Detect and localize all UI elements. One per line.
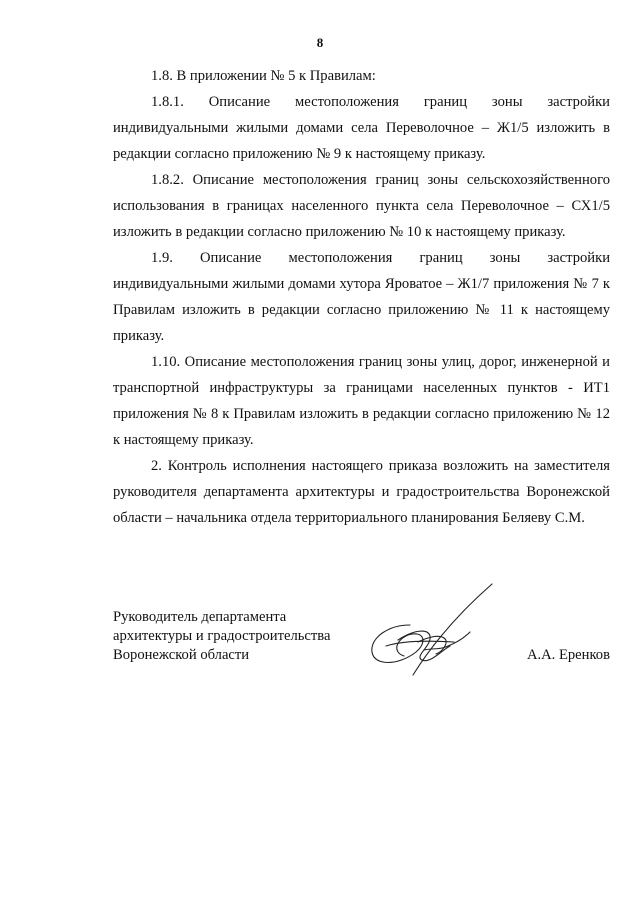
paragraph-1-9: 1.9. Описание местоположения границ зоны застройки индивидуальными жилыми домами хутора Яроватое – Ж1/7 приложения № 7 к Правилам изложить в редакции согласно приложению № 11 к настоящему приказу. <box>113 250 610 344</box>
paragraph-1-8-1: 1.8.1. Описание местоположения границ зоны застройки индивидуальными жилыми домами села Переволочное – Ж1/5 изложить в редакции согласно приложению № 9 к настоящему приказу. <box>113 94 610 162</box>
signer-position <box>113 608 330 665</box>
handwritten-signature <box>358 580 508 680</box>
signature-block <box>113 608 610 688</box>
paragraph-1-10: 1.10. Описание местоположения границ зоны улиц, дорог, инженерной и транспортной инфраструктуры за границами населенных пунктов - ИТ1 приложения № 8 к Правилам изложить в редакции согласно приложению № 12 к настоящему приказу. <box>113 354 610 448</box>
paragraph-1-8-2: 1.8.2. Описание местоположения границ зоны сельскохозяйственного использования в границах населенного пункта села Переволочное – СХ1/5 изложить в редакции согласно приложению № 10 к настоящему приказу. <box>113 172 610 240</box>
paragraph-1-8: 1.8. В приложении № 5 к Правилам: <box>151 68 376 84</box>
signer-name: А.А. Еренков <box>526 647 610 663</box>
signer-position-line: Руководитель департамента <box>113 609 287 625</box>
document-body <box>113 63 610 531</box>
signer-position-line: Воронежской области <box>113 647 250 663</box>
paragraph-2: 2. Контроль исполнения настоящего приказа возложить на заместителя руководителя департамента архитектуры и градостроительства Воронежской области – начальника отдела территориального планирования Беляеву С.М. <box>113 458 610 526</box>
page-number: 8 <box>316 35 324 50</box>
signer-position-line: архитектуры и градостроительства <box>113 628 331 644</box>
